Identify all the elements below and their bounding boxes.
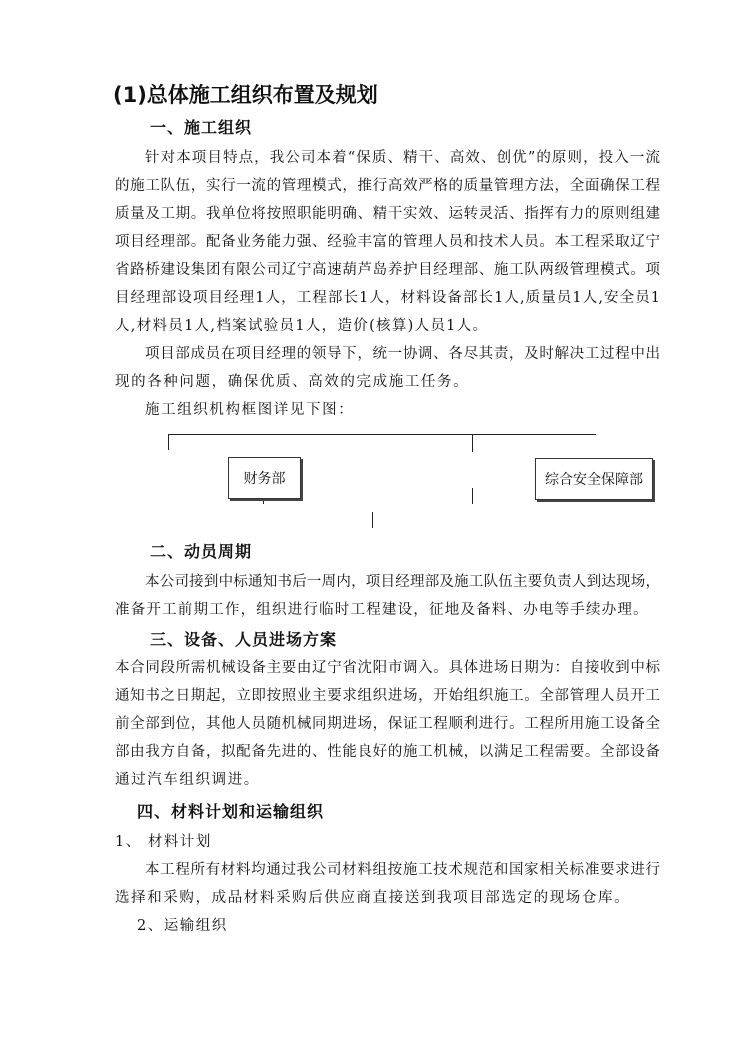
connector-line xyxy=(472,488,473,504)
paragraph-line: 本公司接到中标通知书后一周内，项目经理部及施工队伍主要负责人到达现场， xyxy=(145,574,660,590)
section-heading-2: 二、动员周期 xyxy=(150,542,253,561)
paragraph-line: 现的各种问题，确保优质、高效的完成施工任务。 xyxy=(115,374,470,390)
paragraph-line: 选择和采购，成品材料采购后供应商直接送到我项目部选定的现场仓库。 xyxy=(115,890,631,906)
section-heading-4: 四、材料计划和运输组织 xyxy=(137,802,325,821)
paragraph-line: 准备开工前期工作，组织进行临时工程建设，征地及备料、办电等手续办理。 xyxy=(115,602,649,618)
org-box-finance: 财务部 xyxy=(228,457,301,499)
connector-line xyxy=(372,512,373,528)
paragraph-line: 项目经理部。配备业务能力强、经验丰富的管理人员和技术人员。本工程采取辽宁 xyxy=(115,234,660,250)
paragraph-line: 目经理部设项目经理1人，工程部长1人，材料设备部长1人,质量员1人,安全员1 xyxy=(115,290,660,306)
paragraph-line: 通过汽车组织调进。 xyxy=(115,772,260,788)
paragraph-line: 本工程所有材料均通过我公司材料组按施工技术规范和国家相关标准要求进行 xyxy=(145,862,660,878)
paragraph-line: 针对本项目特点，我公司本着“保质、精干、高效、创优”的原则，投入一流 xyxy=(145,150,660,166)
paragraph-line: 前全部到位，其他人员随机械同期进场，保证工程顺利进行。工程所用施工设备全 xyxy=(115,716,660,732)
paragraph-line: 项目部成员在项目经理的领导下，统一协调、各尽其责，及时解决工过程中出 xyxy=(145,346,660,362)
connector-line xyxy=(168,434,169,450)
paragraph-line: 本合同段所需机械设备主要由辽宁省沈阳市调入。具体进场日期为：自接收到中标 xyxy=(115,660,660,676)
section-heading-1: 一、施工组织 xyxy=(150,118,253,137)
diagram-caption: 施工组织机构框图详见下图： xyxy=(145,402,355,418)
paragraph-line: 通知书之日期起，立即按照业主要求组织进场，开始组织施工。全部管理人员开工 xyxy=(115,688,660,704)
org-box-safety: 综合安全保障部 xyxy=(535,458,653,500)
paragraph-line: 的施工队伍，实行一流的管理模式，推行高效严格的质量管理方法，全面确保工程 xyxy=(115,178,660,194)
subheading-material-plan: 1、 材料计划 xyxy=(115,834,212,850)
section-heading-3: 三、设备、人员进场方案 xyxy=(150,630,338,649)
connector-line xyxy=(168,434,596,435)
paragraph-line: 人,材料员1人,档案试验员1人，造价(核算)人员1人。 xyxy=(115,318,489,334)
paragraph-line: 质量及工期。我单位将按照职能明确、精干实效、运转灵活、指挥有力的原则组建 xyxy=(115,206,660,222)
page-title: (1)总体施工组织布置及规划 xyxy=(113,83,378,107)
paragraph-line: 部由我方自备，拟配备先进的、性能良好的施工机械，以满足工程需要。全部设备 xyxy=(115,744,660,760)
connector-line xyxy=(472,434,473,452)
subheading-transport: 2、运输组织 xyxy=(137,918,228,934)
paragraph-line: 省路桥建设集团有限公司辽宁高速葫芦岛养护目经理部、施工队两级管理模式。项 xyxy=(115,262,660,278)
